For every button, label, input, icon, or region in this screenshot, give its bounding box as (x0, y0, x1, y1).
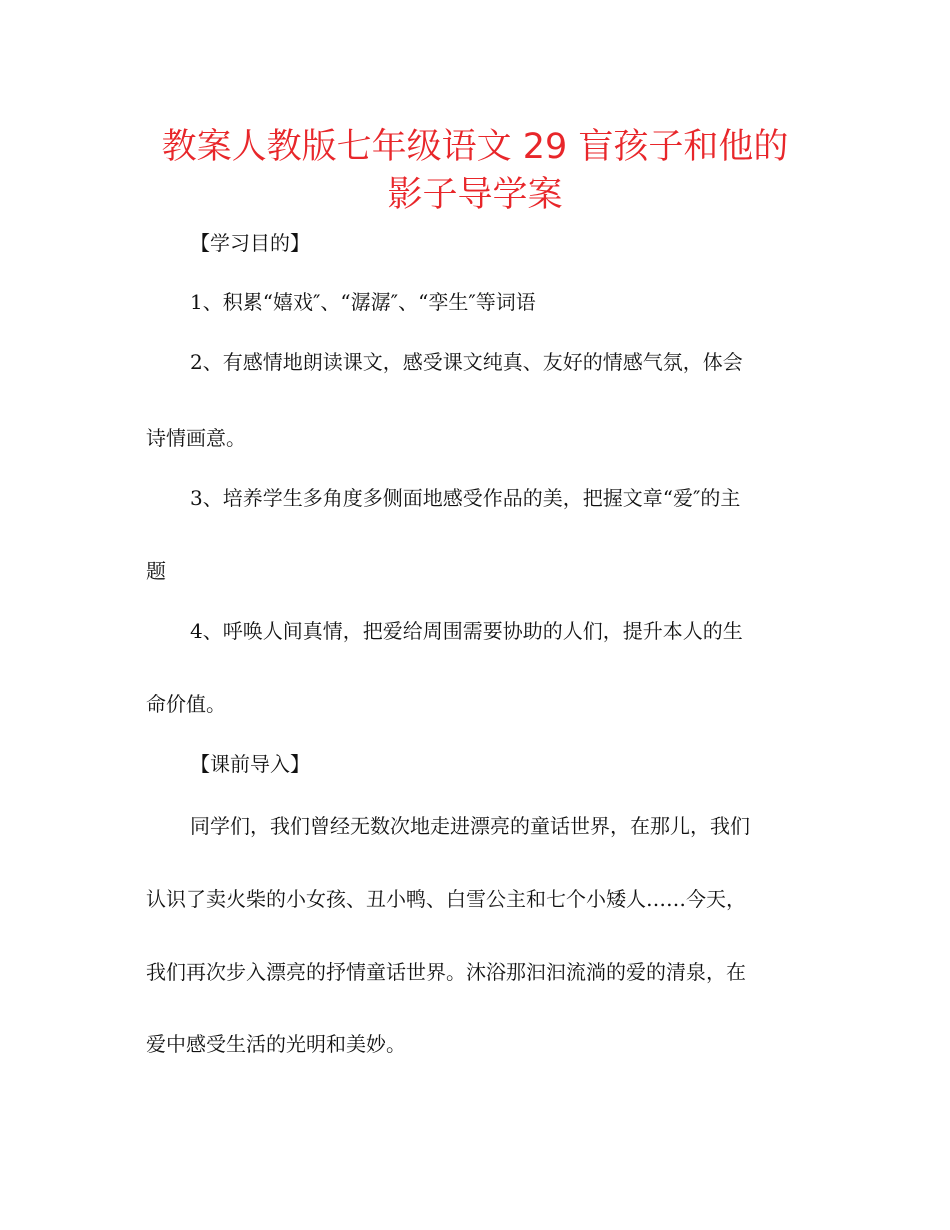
intro-paragraph-line-4: 爱中感受生活的光明和美妙。 (146, 1032, 406, 1056)
goal-item-2-continued: 诗情画意。 (146, 426, 246, 450)
document-title-line-2: 影子导学案 (387, 175, 563, 215)
intro-paragraph-line-2: 认识了卖火柴的小女孩、丑小鸭、白雪公主和七个小矮人……今天， (146, 887, 746, 911)
section-heading-introduction: 【课前导入】 (190, 752, 310, 776)
goal-item-3-continued: 题 (146, 559, 166, 583)
goal-item-4: 4、呼唤人间真情，把爱给周围需要协助的人们，提升本人的生 (190, 619, 743, 643)
document-title-line-1: 教案人教版七年级语文 29 盲孩子和他的 (161, 127, 789, 167)
goal-item-2: 2、有感情地朗读课文，感受课文纯真、友好的情感气氛，体会 (190, 350, 743, 374)
goal-item-1: 1、积累“嬉戏″、“潺潺″、“孪生″等词语 (190, 290, 536, 314)
section-heading-learning-goals: 【学习目的】 (190, 231, 310, 255)
intro-paragraph-line-1: 同学们，我们曾经无数次地走进漂亮的童话世界，在那儿，我们 (190, 814, 750, 838)
intro-paragraph-line-3: 我们再次步入漂亮的抒情童话世界。沐浴那汩汩流淌的爱的清泉，在 (146, 960, 746, 984)
goal-item-4-continued: 命价值。 (146, 692, 226, 716)
goal-item-3: 3、培养学生多角度多侧面地感受作品的美，把握文章“爱″的主 (190, 486, 741, 510)
